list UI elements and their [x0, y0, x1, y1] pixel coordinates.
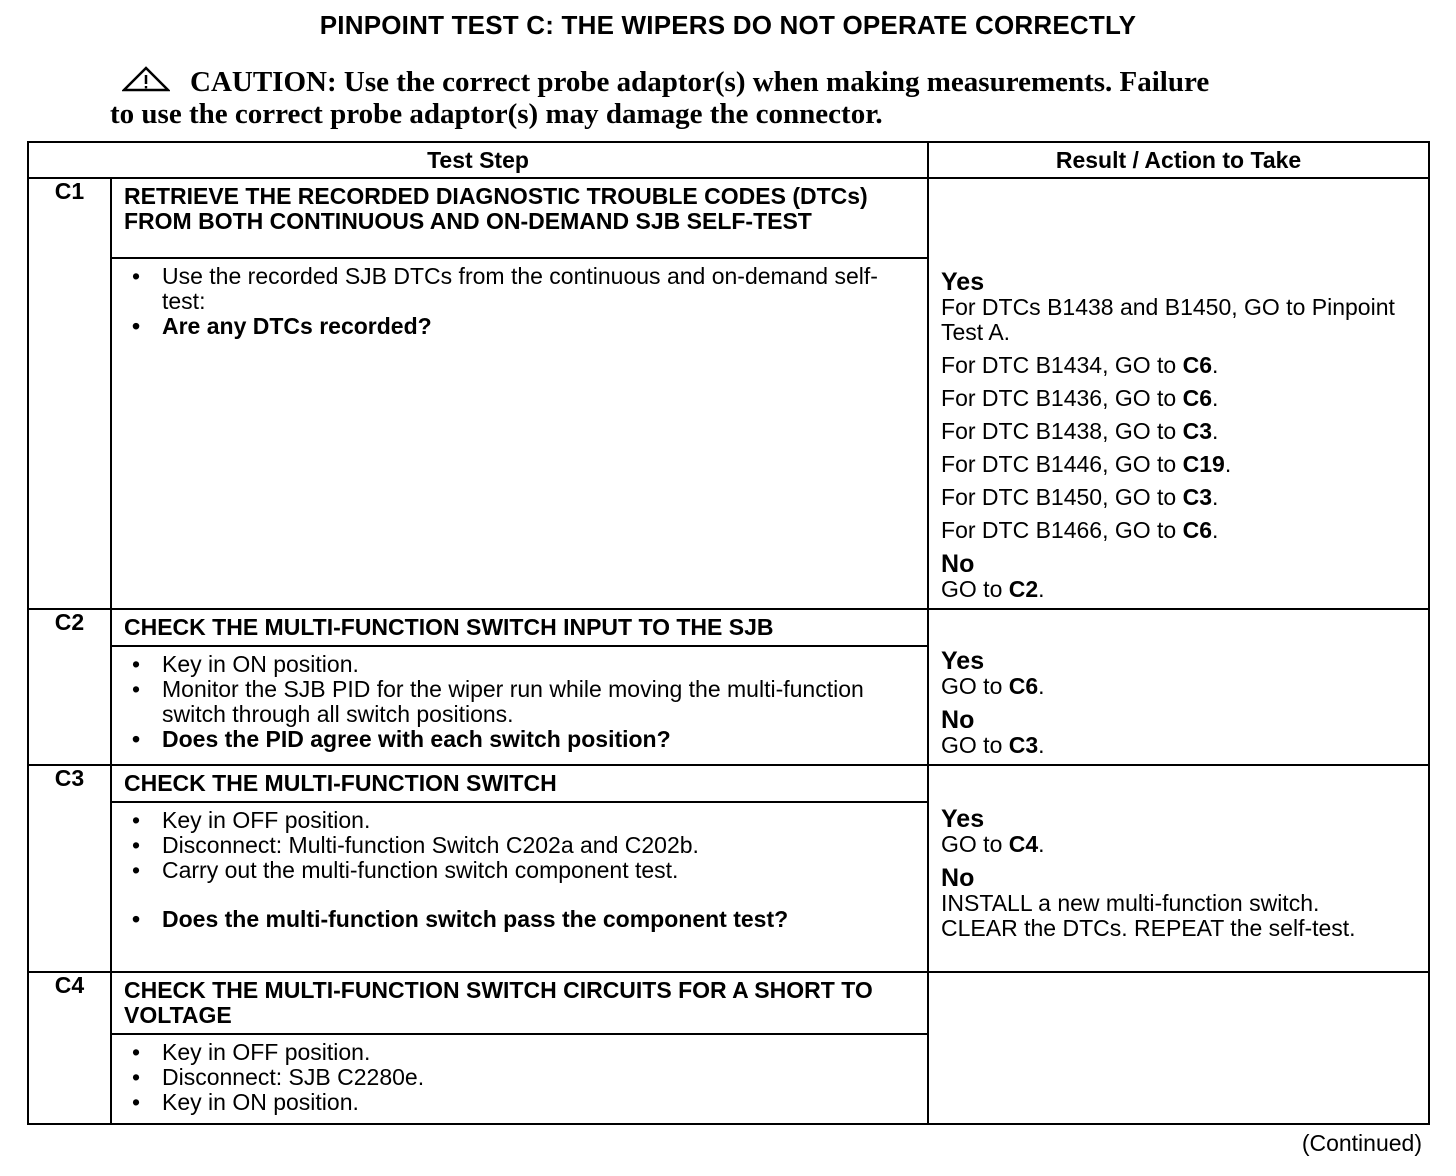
step-result [928, 609, 1429, 765]
step-heading: CHECK THE MULTI-FUNCTION SWITCH CIRCUITS FOR A SHORT TO VOLTAGE [111, 972, 928, 1034]
step-body [111, 258, 928, 609]
step-number: C2 [28, 609, 111, 646]
caution-note [110, 66, 1350, 130]
step-heading: RETRIEVE THE RECORDED DIAGNOSTIC TROUBLE CODES (DTCs) FROM BOTH CONTINUOUS AND ON-DEMAND SJB SELF-TEST [111, 178, 928, 258]
caution-label: CAUTION: [190, 66, 337, 98]
result-line: For DTC B1438, GO to C3. [941, 418, 1219, 444]
list-item: • Does the PID agree with each switch position? [124, 727, 917, 752]
list-item: • Monitor the SJB PID for the wiper run while moving the multi-function switch through all switch positions. [124, 677, 917, 727]
pinpoint-test-table [27, 141, 1430, 1125]
result-line: For DTC B1446, GO to C19. [941, 451, 1232, 477]
list-item: • Use the recorded SJB DTCs from the continuous and on-demand self-test: [124, 264, 917, 314]
list-item: • Key in OFF position. [124, 1040, 917, 1065]
table-header-row [28, 142, 1429, 178]
list-item: • Key in ON position. [124, 1090, 917, 1115]
yes-label: Yes [941, 647, 985, 675]
list-item: • Does the multi-function switch pass the component test? [124, 907, 917, 932]
step-body [111, 1034, 928, 1124]
step-result [928, 178, 1429, 609]
result-line: For DTC B1466, GO to C6. [941, 517, 1219, 543]
result-line: For DTC B1450, GO to C3. [941, 484, 1219, 510]
list-item: • Key in ON position. [124, 652, 917, 677]
result-line: For DTC B1434, GO to C6. [941, 352, 1219, 378]
result-line: CLEAR the DTCs. REPEAT the self-test. [941, 915, 1356, 941]
caution-text-1: Use the correct probe adaptor(s) when making measurements. Failure [343, 66, 1210, 98]
step-c4-heading-row [28, 972, 1429, 1034]
step-result [928, 765, 1429, 972]
no-label: No [941, 706, 975, 734]
result-line: For DTC B1436, GO to C6. [941, 385, 1219, 411]
step-number: C4 [28, 972, 111, 1034]
step-c1-heading-row [28, 178, 1429, 258]
warning-triangle-icon [122, 66, 170, 92]
step-number: C1 [28, 178, 111, 258]
column-header-result: Result / Action to Take [928, 142, 1429, 178]
list-item: • Key in OFF position. [124, 808, 917, 833]
step-number: C3 [28, 765, 111, 802]
list-item: • Disconnect: SJB C2280e. [124, 1065, 917, 1090]
page-title: PINPOINT TEST C: THE WIPERS DO NOT OPERATE CORRECTLY [319, 10, 1137, 40]
result-line: GO to C6. [941, 673, 1045, 699]
list-item: • Carry out the multi-function switch component test. [124, 858, 917, 883]
step-result [928, 972, 1429, 1124]
list-item: • Disconnect: Multi-function Switch C202a and C202b. [124, 833, 917, 858]
column-header-test-step: Test Step [28, 142, 928, 178]
step-heading: CHECK THE MULTI-FUNCTION SWITCH [111, 765, 928, 802]
list-item: • Are any DTCs recorded? [124, 314, 917, 339]
step-c2-heading-row [28, 609, 1429, 646]
no-label: No [941, 864, 975, 892]
result-line: GO to C4. [941, 831, 1045, 857]
no-label: No [941, 550, 975, 578]
step-body [111, 646, 928, 765]
yes-label: Yes [941, 805, 985, 833]
result-line: INSTALL a new multi-function switch. [941, 890, 1320, 916]
caution-text-2: to use the correct probe adaptor(s) may damage the connector. [110, 98, 883, 130]
continued-label: (Continued) [1301, 1130, 1422, 1156]
step-c3-heading-row [28, 765, 1429, 802]
step-heading: CHECK THE MULTI-FUNCTION SWITCH INPUT TO THE SJB [111, 609, 928, 646]
yes-label: Yes [941, 268, 985, 296]
result-line: GO to C3. [941, 732, 1045, 758]
result-line: For DTCs B1438 and B1450, GO to Pinpoint Test A. [941, 294, 1395, 345]
result-line: GO to C2. [941, 576, 1045, 602]
step-body [111, 802, 928, 972]
